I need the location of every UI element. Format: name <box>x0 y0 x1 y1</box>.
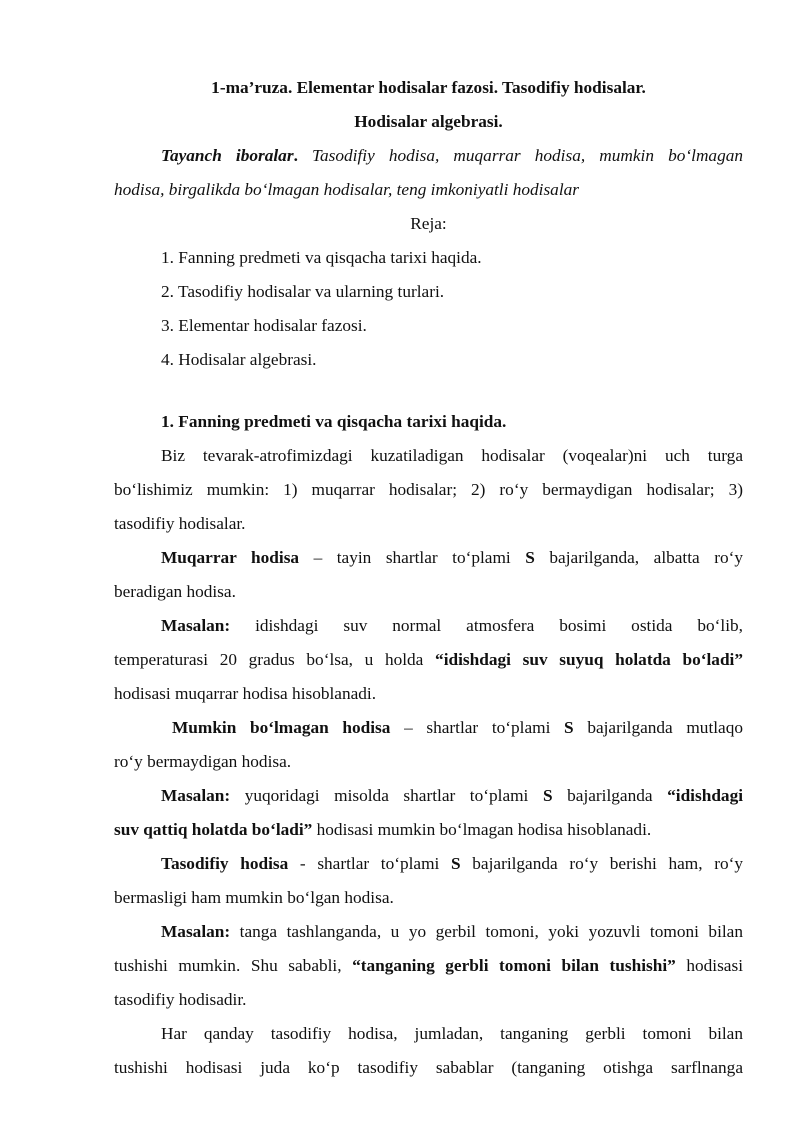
plan-item: 1. Fanning predmeti va qisqacha tarixi haqida. <box>161 248 482 267</box>
keywords-line-1: Tayanch iboralar. Tasodifiy hodisa, muqarrar hodisa, mumkin bo‘lmagan <box>161 146 743 165</box>
example-1-line-1: Masalan: idishdagi suv normal atmosfera bosimi ostida bo‘lib, <box>161 616 743 635</box>
paragraph-line: tushishi hodisasi juda ko‘p tasodifiy sabablar (tanganing otishga sarflnanga <box>114 1058 743 1077</box>
example-2-line-2: suv qattiq holatda bo‘ladi” hodisasi mumkin bo‘lmagan hodisa hisoblanadi. <box>114 820 652 839</box>
section-heading: 1. Fanning predmeti va qisqacha tarixi haqida. <box>161 412 507 431</box>
example-3-line-2: tushishi mumkin. Shu sababli, “tanganing gerbli tomoni bilan tushishi” hodisasi <box>114 956 744 975</box>
definition-muqarrar-line-1: Muqarrar hodisa – tayin shartlar to‘plami S bajarilganda, albatta ro‘y <box>161 548 744 567</box>
definition-mumkin-emas-line-1: Mumkin bo‘lmagan hodisa – shartlar to‘plami S bajarilganda mutlaqo <box>172 718 743 737</box>
paragraph-line: Biz tevarak-atrofimizdagi kuzatiladigan hodisalar (voqealar)ni uch turga <box>161 446 743 465</box>
paragraph-line: bo‘lishimiz mumkin: 1) muqarrar hodisalar; 2) ro‘y bermaydigan hodisalar; 3) <box>114 480 743 499</box>
example-3-line-3: tasodifiy hodisadir. <box>114 990 247 1009</box>
example-3-line-1: Masalan: tanga tashlanganda, u yo gerbil tomoni, yoki yozuvli tomoni bilan <box>161 922 743 941</box>
title-line-1: 1-ma’ruza. Elementar hodisalar fazosi. Tasodifiy hodisalar. <box>211 78 646 97</box>
example-1-line-3: hodisasi muqarrar hodisa hisoblanadi. <box>114 684 377 703</box>
title-line-2: Hodisalar algebrasi. <box>354 112 503 131</box>
plan-item: 4. Hodisalar algebrasi. <box>161 350 317 369</box>
definition-mumkin-emas-line-2: ro‘y bermaydigan hodisa. <box>114 752 292 771</box>
paragraph-line: tasodifiy hodisalar. <box>114 514 246 533</box>
paragraph-line: Har qanday tasodifiy hodisa, jumladan, tanganing gerbli tomoni bilan <box>161 1024 743 1043</box>
definition-muqarrar-line-2: beradigan hodisa. <box>114 582 236 601</box>
plan-item: 3. Elementar hodisalar fazosi. <box>161 316 367 335</box>
keywords-line-2: hodisa, birgalikda bo‘lmagan hodisalar, teng imkoniyatli hodisalar <box>114 180 579 199</box>
example-1-line-2: temperaturasi 20 gradus bo‘lsa, u holda “idishdagi suv suyuq holatda bo‘ladi” <box>114 650 744 669</box>
definition-tasodifiy-line-1: Tasodifiy hodisa - shartlar to‘plami S bajarilganda ro‘y berishi ham, ro‘y <box>161 854 743 873</box>
definition-tasodifiy-line-2: bermasligi ham mumkin bo‘lgan hodisa. <box>114 888 394 907</box>
example-2-line-1: Masalan: yuqoridagi misolda shartlar to‘plami S bajarilganda “idishdagi <box>161 786 744 805</box>
plan-heading: Reja: <box>410 214 447 233</box>
plan-item: 2. Tasodifiy hodisalar va ularning turlari. <box>161 282 445 301</box>
